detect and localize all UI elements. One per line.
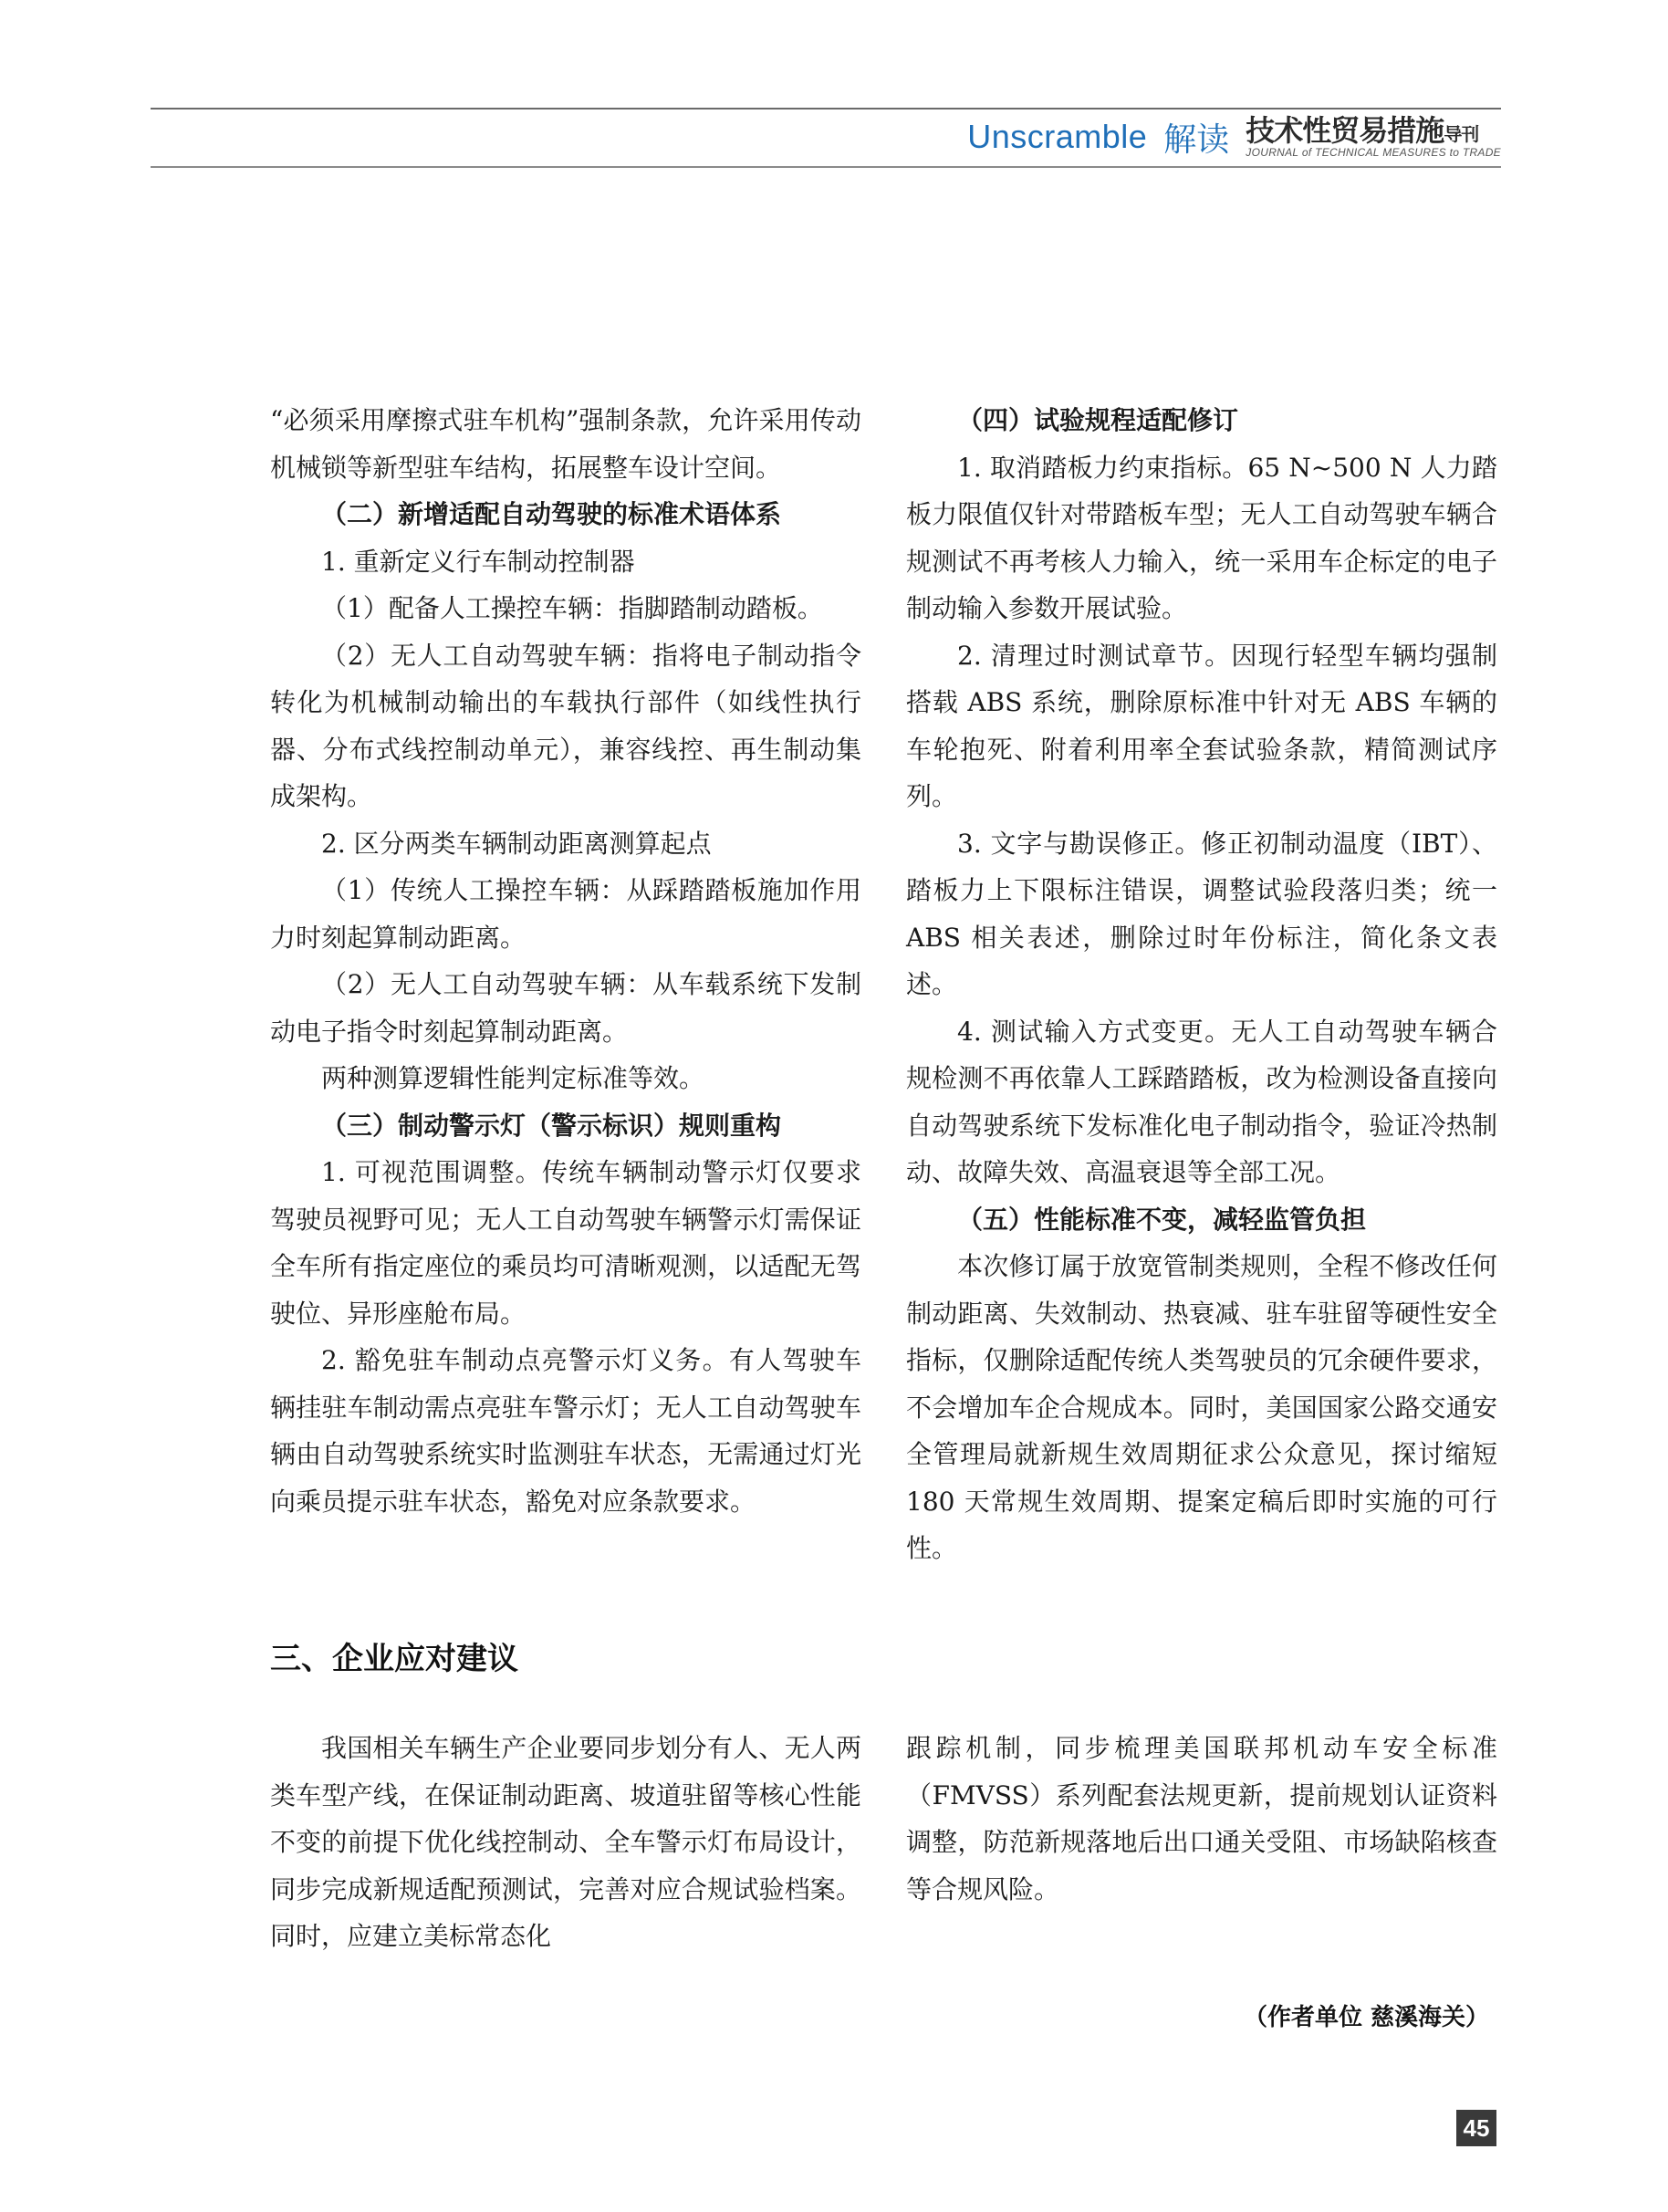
- header-branding: [967, 115, 1501, 159]
- section-heading: 三、企业应对建议: [270, 1641, 518, 1677]
- right-column-bottom: [906, 1725, 1497, 1913]
- page-number: 45: [1456, 2110, 1496, 2146]
- paragraph: 1. 可视范围调整。传统车辆制动警示灯仅要求驾驶员视野可见；无人工自动驾驶车辆警示灯需保证全车所有指定座位的乘员均可清晰观测，以适配无驾驶位、异形座舱布局。: [270, 1157, 861, 1329]
- paragraph: 2. 豁免驻车制动点亮警示灯义务。有人驾驶车辆挂驻车制动需点亮驻车警示灯；无人工自动驾驶车辆由自动驾驶系统实时监测驻车状态，无需通过灯光向乘员提示驻车状态，豁免对应条款要求。: [270, 1345, 861, 1517]
- paragraph: （2）无人工自动驾驶车辆：从车载系统下发制动电子指令时刻起算制动距离。: [270, 969, 861, 1047]
- paragraph: 2. 清理过时测试章节。因现行轻型车辆均强制搭载 ABS 系统，删除原标准中针对无 ABS 车辆的车轮抱死、附着利用率全套试验条款，精简测试序列。: [906, 640, 1497, 811]
- subheading: （四）试验规程适配修订: [957, 405, 1239, 435]
- subheading: （三）制动警示灯（警示标识）规则重构: [321, 1110, 782, 1141]
- page-header: [151, 108, 1501, 168]
- paragraph: 4. 测试输入方式变更。无人工自动驾驶车辆合规检测不再依靠人工踩踏踏板，改为检测设备直接向自动驾驶系统下发标准化电子制动指令，验证冷热制动、故障失效、高温衰退等全部工况。: [906, 1016, 1497, 1187]
- paragraph: 本次修订属于放宽管制类规则，全程不修改任何制动距离、失效制动、热衰减、驻车驻留等硬性安全指标，仅删除适配传统人类驾驶员的冗余硬件要求，不会增加车企合规成本。同时，美国国家公路交通安全管理局就新规生效周期征求公众意见，探讨缩短 180 天常规生效周期、提案定稿后即时实施的可行性。: [906, 1251, 1497, 1563]
- paragraph: 跟踪机制，同步梳理美国联邦机动车安全标准（FMVSS）系列配套法规更新，提前规划认证资料调整，防范新规落地后出口通关受阻、市场缺陷核查等合规风险。: [906, 1733, 1497, 1904]
- paragraph: （1）传统人工操控车辆：从踩踏踏板施加作用力时刻起算制动距离。: [270, 875, 861, 953]
- right-column-top: [906, 397, 1497, 1572]
- subheading: （五）性能标准不变，减轻监管负担: [957, 1204, 1367, 1235]
- left-column-top: [270, 397, 861, 1525]
- paragraph: 1. 重新定义行车制动控制器: [321, 546, 635, 577]
- journal-logo: [1246, 113, 1501, 159]
- paragraph: 我国相关车辆生产企业要同步划分有人、无人两类车型产线，在保证制动距离、坡道驻留等核心性能不变的前提下优化线控制动、全车警示灯布局设计，同步完成新规适配预测试，完善对应合规试验档案。同时，应建立美标常态化: [270, 1733, 861, 1951]
- paragraph: （2）无人工自动驾驶车辆：指将电子制动指令转化为机械制动输出的车载执行部件（如线性执行器、分布式线控制动单元），兼容线控、再生制动集成架构。: [270, 640, 861, 811]
- paragraph: 1. 取消踏板力约束指标。65 N~500 N 人力踏板力限值仅针对带踏板车型；无人工自动驾驶车辆合规测试不再考核人力输入，统一采用车企标定的电子制动输入参数开展试验。: [906, 452, 1497, 623]
- paragraph: 两种测算逻辑性能判定标准等效。: [321, 1063, 705, 1093]
- journal-title-cn: 技术性贸易措施导刊: [1246, 113, 1479, 148]
- section-label-en: Unscramble: [967, 118, 1148, 155]
- paragraph: （1）配备人工操控车辆：指脚踏制动踏板。: [321, 593, 823, 623]
- author-affiliation: （作者单位 慈溪海关）: [1243, 2004, 1489, 2031]
- section-label-cn: 解读: [1163, 120, 1230, 159]
- paragraph: 2. 区分两类车辆制动距离测算起点: [321, 828, 712, 859]
- paragraph: “必须采用摩擦式驻车机构”强制条款，允许采用传动机械锁等新型驻车结构，拓展整车设计空间。: [270, 405, 861, 483]
- subheading: （二）新增适配自动驾驶的标准术语体系: [321, 499, 782, 529]
- left-column-bottom: [270, 1725, 861, 1960]
- journal-title-en: JOURNAL of TECHNICAL MEASURES to TRADE: [1246, 146, 1501, 159]
- paragraph: 3. 文字与勘误修正。修正初制动温度（IBT）、踏板力上下限标注错误，调整试验段落归类；统一 ABS 相关表述，删除过时年份标注，简化条文表述。: [906, 828, 1497, 999]
